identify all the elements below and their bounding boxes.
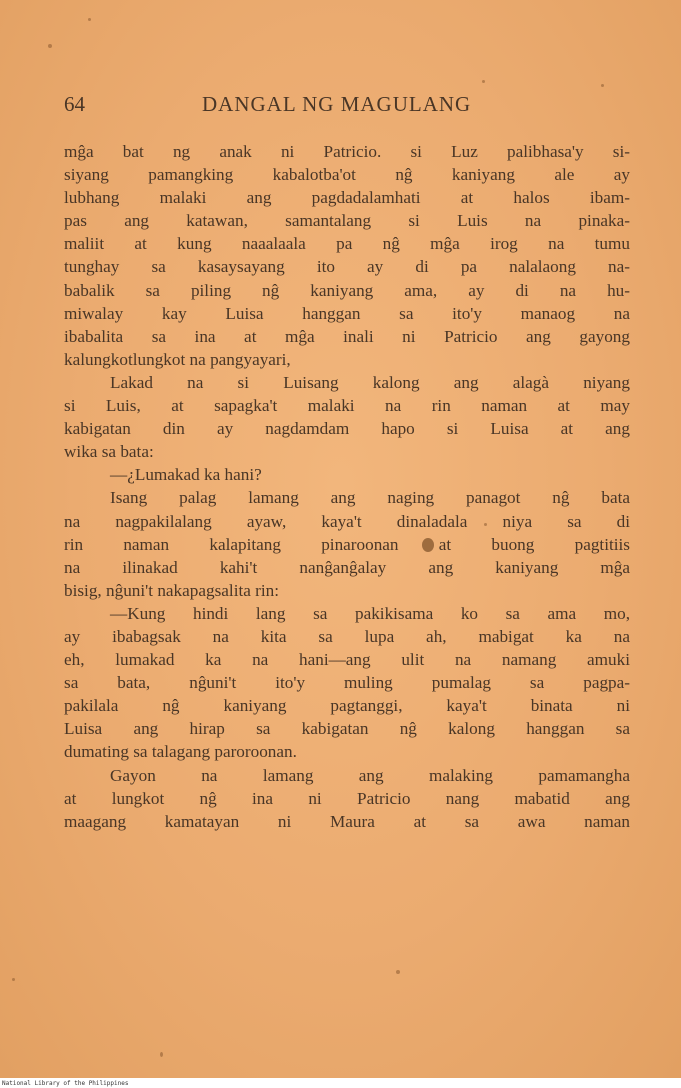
text-line: mĝa bat ng anak ni Patricio. si Luz palibhasa'y si- <box>64 142 630 161</box>
foxing-spot <box>12 978 15 981</box>
text-line: kabigatan din ay nagdamdam hapo si Luisa at ang <box>64 419 630 439</box>
running-title: DANGAL NG MAGULANG <box>202 92 472 116</box>
foxing-spot <box>160 1052 163 1057</box>
page-header <box>64 92 609 122</box>
text-line: pas ang katawan, samantalang si Luis na pinaka- <box>64 211 630 231</box>
text-line: na nagpakilalang ayaw, kaya't dinaladala niya sa di <box>64 511 630 531</box>
text-line: Luisa ang hirap sa kabigatan nĝ kalong hanggan sa <box>64 719 630 739</box>
text-line: kalungkotlungkot na pangyayari, <box>64 349 291 369</box>
text-line: Isang palag lamang ang naging panagot nĝ bata <box>110 488 630 508</box>
foxing-spot <box>48 44 52 48</box>
text-line: pakilala nĝ kaniyang pagtanggi, kaya't binata ni <box>64 696 630 716</box>
foxing-spot <box>88 18 91 21</box>
text-line: bisig, nĝuni't nakapagsalita rin: <box>64 580 280 600</box>
text-line: eh, lumakad ka na hani—ang ulit na namang amuki <box>64 650 630 670</box>
text-line: tunghay sa kasaysayang ito ay di pa nalalaong na- <box>64 257 630 277</box>
text-line: siyang pamangking kabalotba'ot nĝ kaniyang ale ay <box>64 165 630 185</box>
foxing-spot <box>601 84 604 87</box>
text-line: at lungkot nĝ ina ni Patricio nang mabatid ang <box>64 788 630 808</box>
text-line: babalik sa piling nĝ kaniyang ama, ay di na hu- <box>64 280 630 300</box>
text-line: ibabalita sa ina at mĝa inali ni Patricio ang gayong <box>64 326 630 346</box>
text-line: maliit at kung naaalaala pa nĝ mĝa irog na tumu <box>64 234 630 254</box>
text-line: —¿Lumakad ka hani? <box>110 465 262 485</box>
text-line: maagang kamatayan ni Maura at sa awa naman <box>64 811 630 831</box>
text-line: wika sa bata: <box>64 442 154 462</box>
text-line: si Luis, at sapagka't malaki na rin naman at may <box>64 396 630 416</box>
text-line: dumating sa talagang paroroonan. <box>64 742 297 762</box>
text-line: lubhang malaki ang pagdadalamhati at halos ibam- <box>64 188 630 208</box>
page-number: 64 <box>64 92 85 116</box>
foxing-spot <box>482 80 485 83</box>
text-line: ay ibabagsak na kita sa lupa ah, mabigat ka na <box>64 626 630 646</box>
text-line: sa bata, nĝuni't ito'y muling pumalag sa pagpa- <box>64 673 630 693</box>
foxing-spot <box>396 970 400 974</box>
text-line: na ilinakad kahi't nanĝanĝalay ang kaniyang mĝa <box>64 557 630 577</box>
text-line: Lakad na si Luisang kalong ang alagà niyang <box>110 372 630 392</box>
body-text <box>64 140 630 833</box>
source-credit: National Library of the Philippines <box>2 1080 129 1087</box>
text-line: rin naman kalapitang pinaroonan at buong pagtitiis <box>64 534 630 554</box>
text-line: —Kung hindi lang sa pakikisama ko sa ama mo, <box>110 603 630 623</box>
text-line: miwalay kay Luisa hanggan sa ito'y manaog na <box>64 303 630 323</box>
text-line: Gayon na lamang ang malaking pamamangha <box>110 765 630 785</box>
